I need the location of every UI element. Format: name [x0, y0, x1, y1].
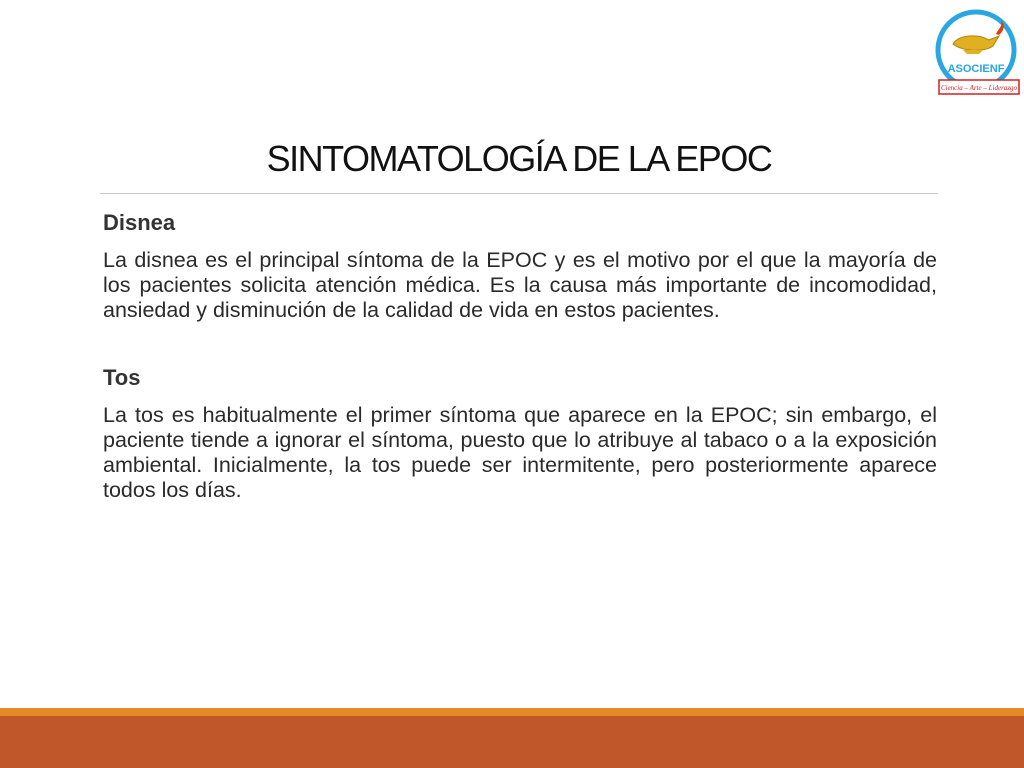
slide-body	[103, 206, 937, 503]
section-paragraph: La tos es habitualmente el primer síntoma que aparece en la EPOC; sin embargo, el paciente tiende a ignorar el síntoma, puesto que lo atribuye al tabaco o a la exposición ambiental. Inicialmente, la tos puede ser intermitente, pero posteriormente aparece todos los días.	[103, 403, 937, 502]
slide-title: SINTOMATOLOGÍA DE LA EPOC	[266, 138, 772, 179]
title-divider	[100, 193, 938, 194]
footer-accent-bar	[0, 708, 1024, 716]
footer-band	[0, 716, 1024, 768]
section-paragraph: La disnea es el principal síntoma de la EPOC y es el motivo por el que la mayoría de los pacientes solicita atención médica. Es la causa más importante de incomodidad, ansiedad y disminución de la calidad de vida en estos pacientes.	[103, 248, 937, 322]
section-disnea	[103, 206, 937, 323]
logo-tagline: Ciencia – Arte – Liderazgo	[940, 84, 1018, 92]
asocienf-logo	[933, 6, 1021, 98]
logo-graphic	[933, 6, 1021, 98]
logo-name: ASOCIENF	[947, 63, 1005, 75]
section-tos	[103, 361, 937, 503]
section-heading: Disnea	[103, 210, 176, 235]
section-heading: Tos	[103, 365, 141, 390]
